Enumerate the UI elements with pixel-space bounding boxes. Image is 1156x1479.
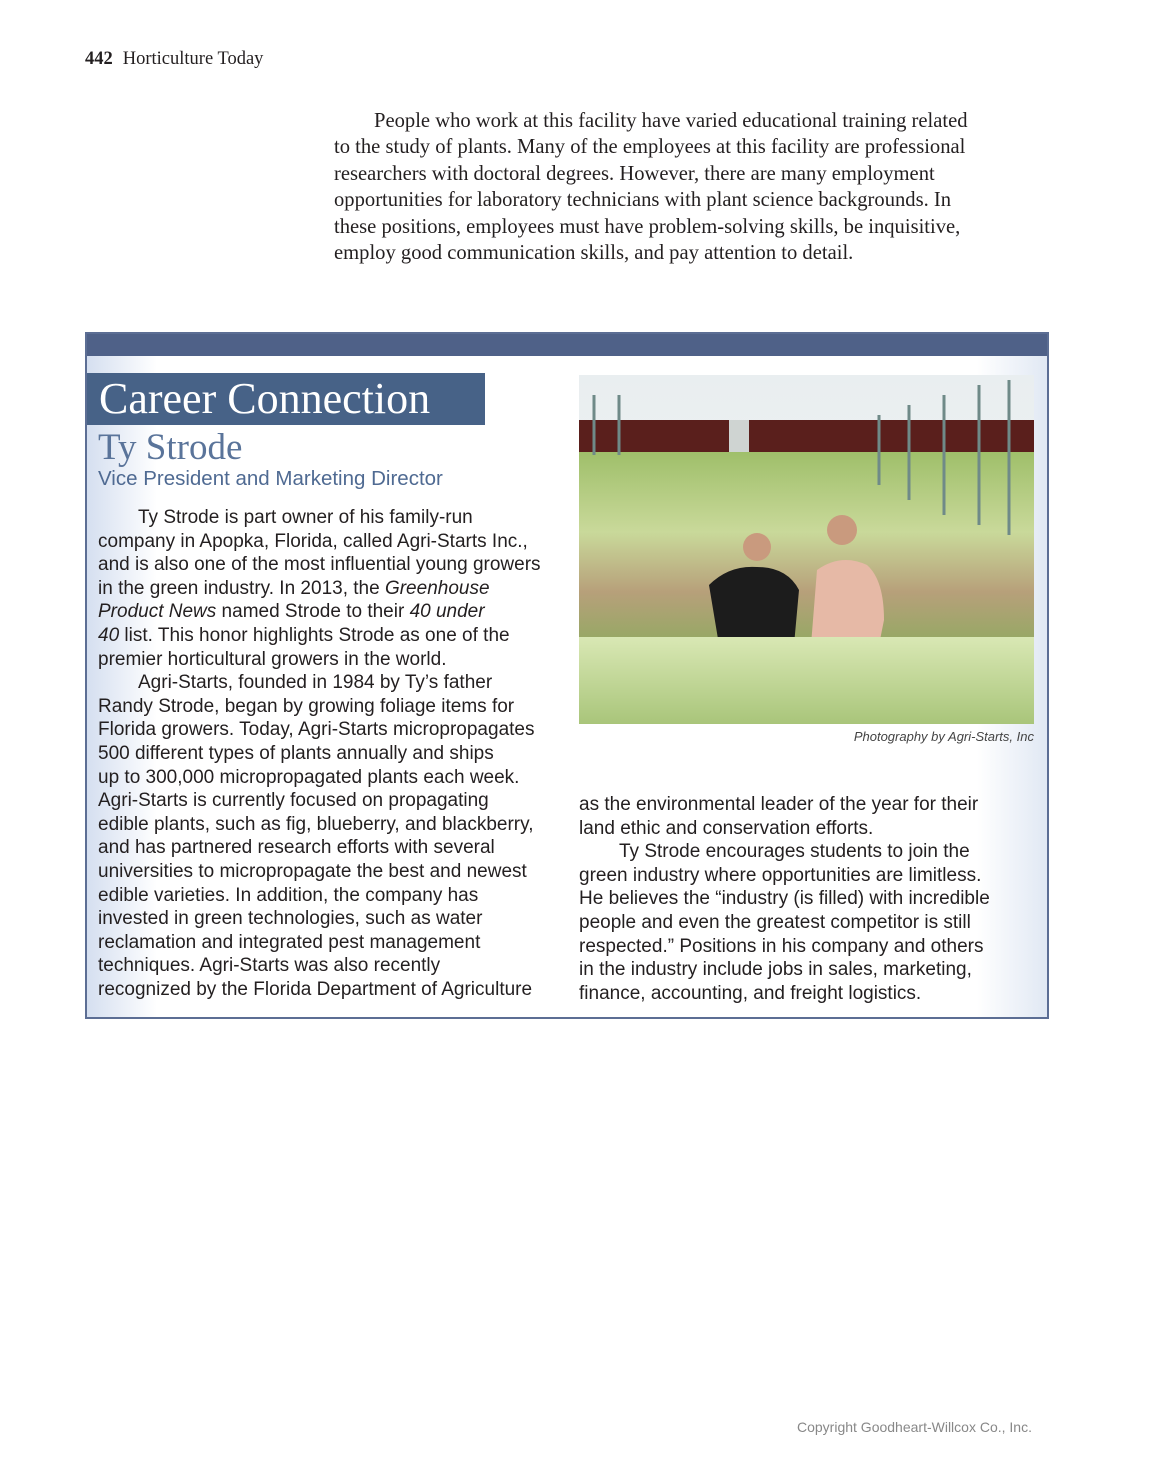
text-line: to the study of plants. Many of the employees at this facility are professional bbox=[334, 136, 966, 159]
text-segment: reclamation and integrated pest management bbox=[98, 931, 481, 953]
text-segment: Randy Strode, began by growing foliage items for bbox=[98, 695, 515, 717]
text-line bbox=[98, 954, 541, 978]
italic-text: Product News bbox=[98, 601, 217, 623]
text-line bbox=[98, 624, 541, 648]
text-line bbox=[98, 907, 541, 931]
text-line: researchers with doctoral degrees. However, there are many employment bbox=[334, 162, 935, 185]
person-name: Ty Strode bbox=[98, 427, 243, 468]
greenhouse-photo bbox=[579, 375, 1034, 724]
text-line bbox=[98, 860, 541, 884]
text-segment: company in Apopka, Florida, called Agri-Starts Inc., bbox=[98, 530, 528, 552]
text-line bbox=[579, 840, 990, 864]
text-line bbox=[98, 978, 541, 1002]
text-segment: people and even the greatest competitor is still bbox=[579, 911, 971, 933]
text-line bbox=[98, 718, 541, 742]
italic-text: 40 under bbox=[409, 601, 485, 623]
text-line bbox=[98, 648, 541, 672]
text-segment: in the green industry. In 2013, the bbox=[98, 577, 385, 599]
book-title: Horticulture Today bbox=[122, 49, 264, 69]
text-segment: up to 300,000 micropropagated plants each week. bbox=[98, 766, 520, 788]
text-line bbox=[579, 958, 990, 982]
text-line bbox=[579, 887, 990, 911]
text-segment: and has partnered research efforts with several bbox=[98, 837, 495, 859]
text-segment: land ethic and conservation efforts. bbox=[579, 817, 874, 839]
intro-paragraph bbox=[334, 108, 1044, 266]
text-segment: invested in green technologies, such as water bbox=[98, 908, 483, 930]
career-connection-box bbox=[85, 332, 1049, 1019]
text-segment: techniques. Agri-Starts was also recently bbox=[98, 955, 441, 977]
text-line bbox=[98, 553, 541, 577]
text-segment: edible varieties. In addition, the company has bbox=[98, 884, 479, 906]
text-line bbox=[98, 813, 541, 837]
text-segment: Agri-Starts, founded in 1984 by Ty’s father bbox=[138, 672, 493, 694]
text-segment: and is also one of the most influential young growers bbox=[98, 554, 541, 576]
body-column-1 bbox=[98, 506, 541, 1001]
text-line bbox=[98, 506, 541, 530]
text-segment: green industry where opportunities are limitless. bbox=[579, 864, 982, 886]
text-segment: edible plants, such as fig, blueberry, and blackberry, bbox=[98, 813, 534, 835]
text-line bbox=[579, 935, 990, 959]
text-segment: recognized by the Florida Department of Agriculture bbox=[98, 978, 533, 1000]
feature-title: Career Connection bbox=[87, 373, 485, 425]
person-role: Vice President and Marketing Director bbox=[98, 467, 443, 490]
text-line bbox=[98, 931, 541, 955]
text-line: People who work at this facility have varied educational training related bbox=[374, 110, 968, 132]
body-column-2 bbox=[579, 793, 990, 1005]
text-segment: Agri-Starts is currently focused on propagating bbox=[98, 790, 489, 812]
italic-text: 40 bbox=[98, 624, 120, 646]
text-line bbox=[98, 577, 541, 601]
text-segment: He believes the “industry (is filled) with incredible bbox=[579, 888, 990, 910]
text-line bbox=[98, 600, 541, 624]
text-line: employ good communication skills, and pay attention to detail. bbox=[334, 242, 854, 265]
text-line bbox=[579, 911, 990, 935]
page-number: 442 bbox=[85, 49, 113, 69]
text-line: opportunities for laboratory technicians with plant science backgrounds. In bbox=[334, 189, 952, 212]
italic-text: Greenhouse bbox=[384, 577, 490, 599]
copyright-notice: Copyright Goodheart-Willcox Co., Inc. bbox=[797, 1419, 1032, 1435]
text-segment: named Strode to their bbox=[216, 601, 410, 623]
text-line bbox=[98, 789, 541, 813]
text-segment: Florida growers. Today, Agri-Starts micropropagates bbox=[98, 719, 535, 741]
text-line bbox=[98, 695, 541, 719]
text-segment: universities to micropropagate the best and newest bbox=[98, 860, 527, 882]
text-line bbox=[579, 817, 990, 841]
running-header bbox=[85, 49, 263, 70]
text-line bbox=[98, 742, 541, 766]
text-line bbox=[98, 884, 541, 908]
text-segment: as the environmental leader of the year for their bbox=[579, 794, 979, 815]
text-segment: Ty Strode encourages students to join the bbox=[619, 841, 970, 863]
box-top-bar bbox=[87, 334, 1047, 356]
text-segment: respected.” Positions in his company and others bbox=[579, 935, 984, 957]
text-segment: 500 different types of plants annually and ships bbox=[98, 742, 494, 764]
text-line bbox=[579, 864, 990, 888]
text-line bbox=[579, 982, 990, 1006]
photo-caption: Photography by Agri-Starts, Inc bbox=[853, 729, 1034, 744]
text-segment: Ty Strode is part owner of his family-run bbox=[138, 507, 473, 528]
text-line bbox=[98, 836, 541, 860]
text-segment: premier horticultural growers in the world. bbox=[98, 648, 447, 670]
text-segment: list. This honor highlights Strode as one of the bbox=[119, 624, 510, 646]
text-line bbox=[579, 793, 990, 817]
text-segment: finance, accounting, and freight logistics. bbox=[579, 982, 922, 1004]
text-line bbox=[98, 530, 541, 554]
text-line bbox=[98, 671, 541, 695]
text-line bbox=[98, 766, 541, 790]
text-segment: in the industry include jobs in sales, marketing, bbox=[579, 959, 972, 981]
text-line: these positions, employees must have problem-solving skills, be inquisitive, bbox=[334, 215, 961, 238]
